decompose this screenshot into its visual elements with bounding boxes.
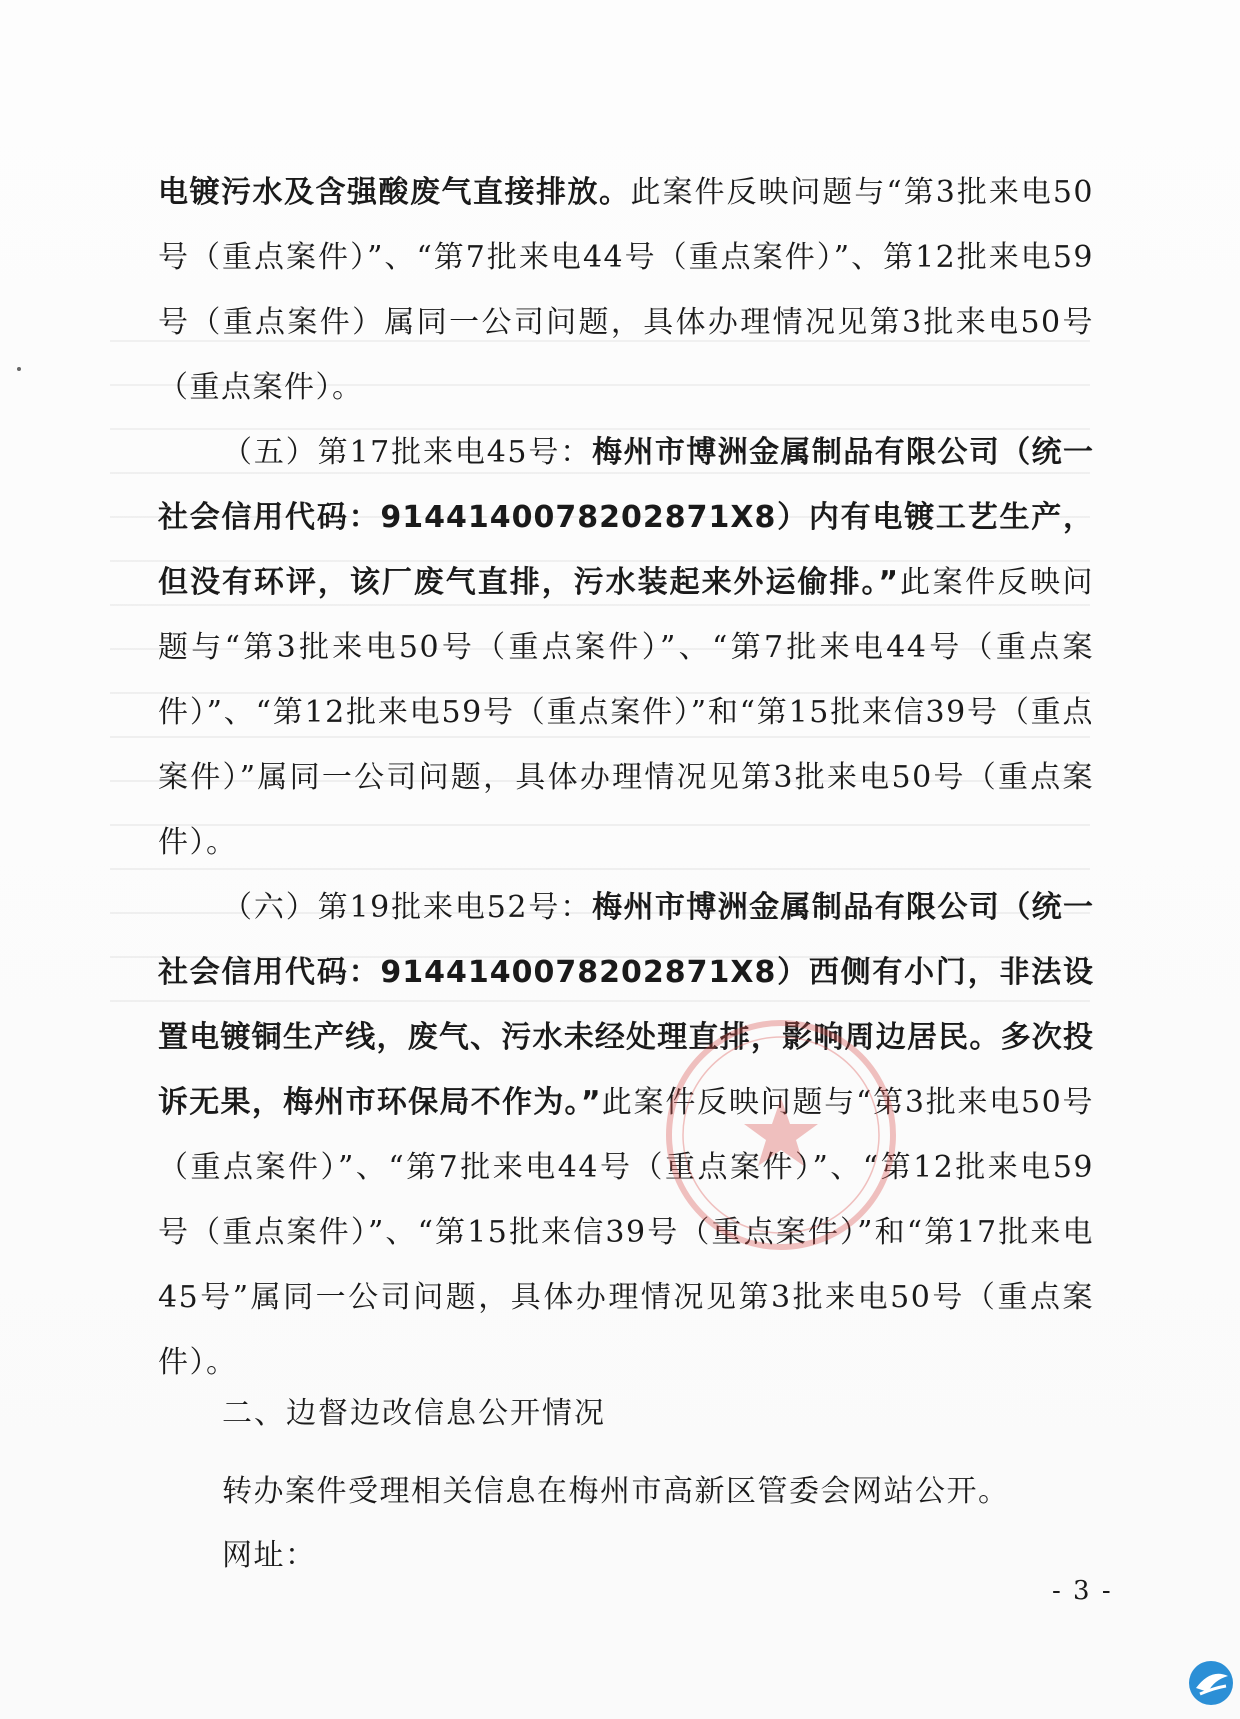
scan-speck xyxy=(17,367,21,371)
paragraph-1 xyxy=(158,160,1094,420)
paragraph-6-bold: 梅州市博洲金属制品有限公司（统一社会信用代码：9144140078202871X8）西侧有小门，非法设置电镀铜生产线，废气、污水未经处理直排，影响周边居民。多次投诉无果，梅州市环保局不作为。” xyxy=(158,890,1094,1120)
section-heading: 二、边督边改信息公开情况 xyxy=(222,1396,606,1431)
paragraph-5-bold: 梅州市博洲金属制品有限公司（统一社会信用代码：9144140078202871X8）内有电镀工艺生产，但没有环评，该厂废气直排，污水装起来外运偷排。” xyxy=(158,435,1094,600)
paragraph-1-rest: 此案件反映问题与“第3批来电50号（重点案件）”、“第7批来电44号（重点案件）”、第12批来电59号（重点案件）属同一公司问题，具体办理情况见第3批来电50号（重点案件）。 xyxy=(158,175,1094,405)
disclosure-line: 转办案件受理相关信息在梅州市高新区管委会网站公开。 xyxy=(222,1474,1010,1509)
paragraph-5-prefix: （五）第17批来电45号： xyxy=(222,435,593,470)
paragraph-6-prefix: （六）第19批来电52号： xyxy=(222,890,593,925)
official-seal-stamp xyxy=(656,1010,906,1260)
paragraph-1-bold: 电镀污水及含强酸废气直接排放。 xyxy=(158,175,631,210)
page-number: - 3 - xyxy=(1052,1576,1113,1606)
paragraph-5-rest: 此案件反映问题与“第3批来电50号（重点案件）”、“第7批来电44号（重点案件）”、“第12批来电59号（重点案件）”和“第15批来信39号（重点案件）”属同一公司问题，具体办理情况见第3批来电50号（重点案件）。 xyxy=(158,565,1095,860)
paragraph-6-rest: 此案件反映问题与“第3批来电50号（重点案件）”、“第7批来电44号（重点案件）”、“第12批来电59号（重点案件）”、“第15批来信39号（重点案件）”和“第17批来电45号”属同一公司问题，具体办理情况见第3批来电50号（重点案件）。 xyxy=(158,1085,1094,1380)
url-label: 网址： xyxy=(222,1538,317,1573)
body-text xyxy=(158,160,1094,1395)
paragraph-5 xyxy=(158,420,1094,875)
paragraph-6 xyxy=(158,875,1094,1395)
app-logo-icon xyxy=(1186,1658,1236,1708)
